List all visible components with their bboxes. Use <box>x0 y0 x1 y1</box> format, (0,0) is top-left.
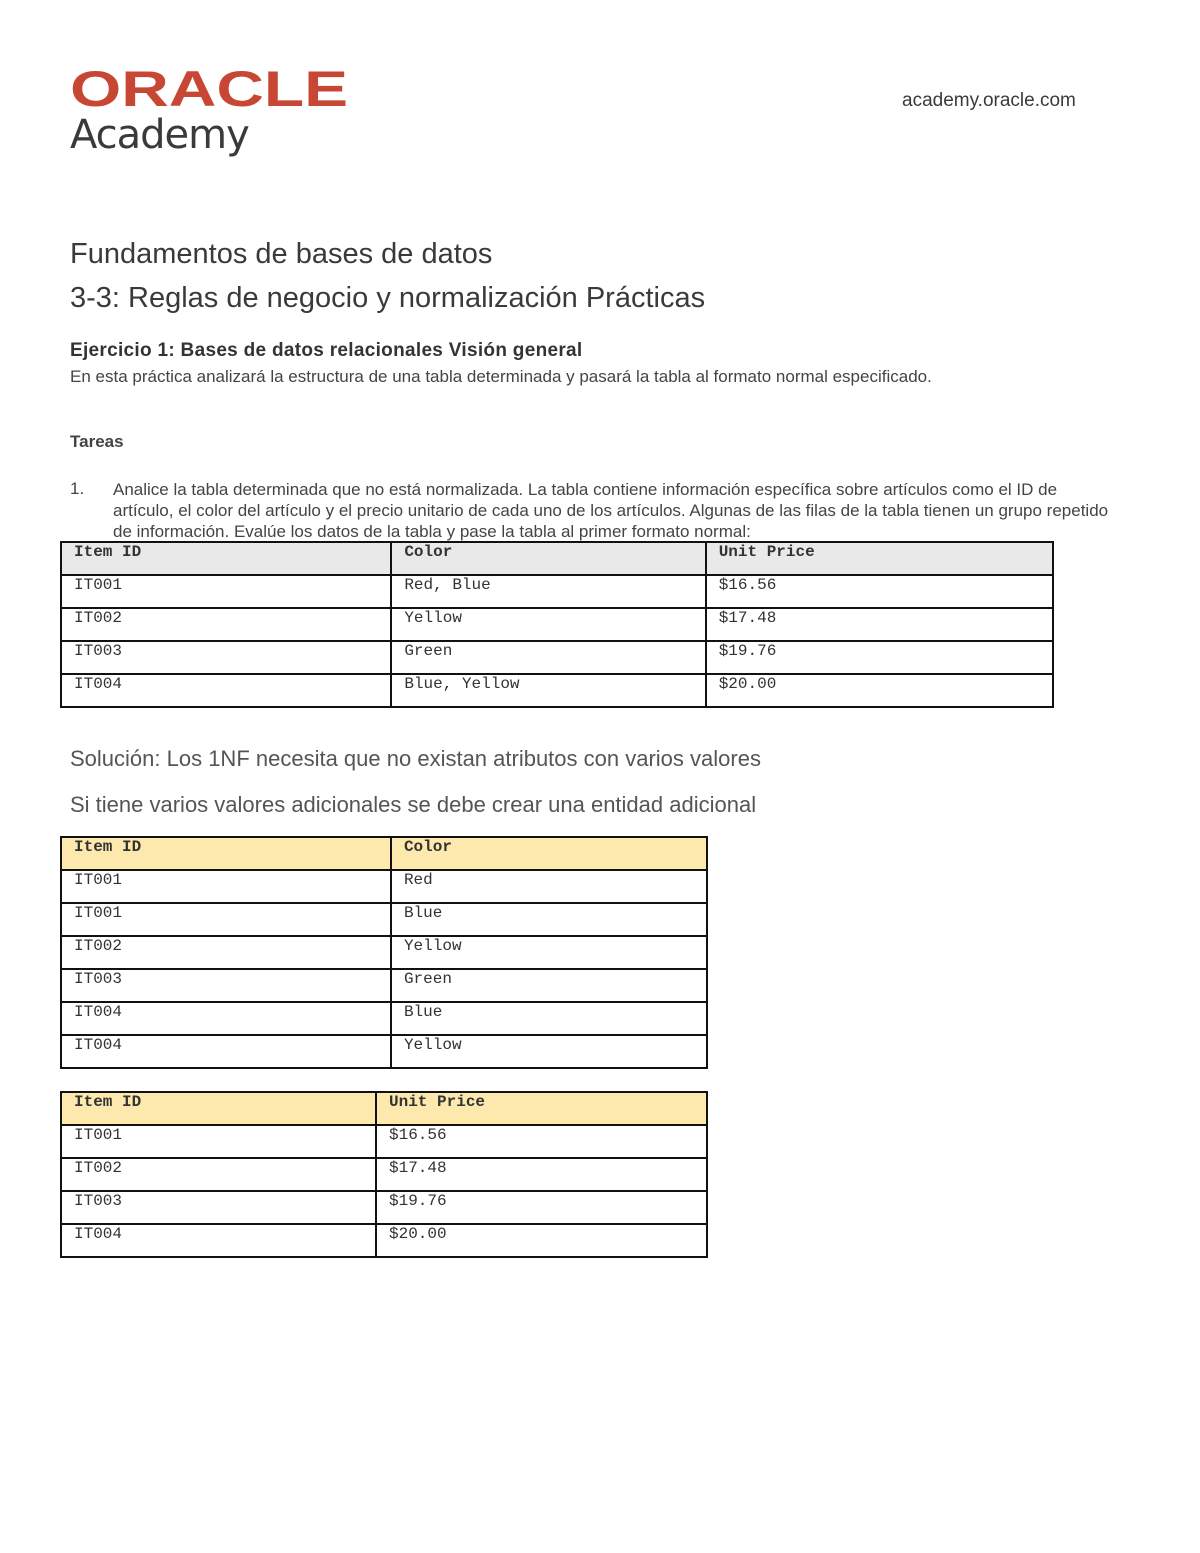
table-header-row <box>61 542 1053 575</box>
table-cell: IT004 <box>61 1035 391 1068</box>
table-row <box>61 641 1053 674</box>
table-cell: $20.00 <box>706 674 1053 707</box>
task-text: Analice la tabla determinada que no está normalizada. La tabla contiene información específica sobre artículos como el ID de artículo, el color del artículo y el precio unitario de cada uno de los artículos. Algunas de las filas de la tabla tienen un grupo repetido de información. Evalúe los datos de la tabla y pase la tabla al primer formato normal: <box>113 480 1109 541</box>
tasks-heading: Tareas <box>70 432 124 451</box>
table-cell: IT001 <box>61 575 391 608</box>
oracle-logo <box>70 66 350 110</box>
solution-line-2: Si tiene varios valores adicionales se debe crear una entidad adicional <box>70 792 757 817</box>
table-row <box>61 575 1053 608</box>
table-row <box>61 1191 707 1224</box>
table-row <box>61 1035 707 1068</box>
table-row <box>61 936 707 969</box>
table-cell: IT004 <box>61 1224 376 1257</box>
header-cell: Unit Price <box>376 1092 707 1125</box>
website-link[interactable]: academy.oracle.com <box>902 90 1076 111</box>
oracle-wordmark <box>70 66 350 110</box>
table-row <box>61 608 1053 641</box>
table-cell: Blue <box>391 903 707 936</box>
table-cell: IT002 <box>61 608 391 641</box>
table-cell: IT002 <box>61 1158 376 1191</box>
table-row <box>61 870 707 903</box>
table-cell: Yellow <box>391 1035 707 1068</box>
table-row <box>61 969 707 1002</box>
header-cell: Color <box>391 837 707 870</box>
task-number: 1. <box>70 479 85 498</box>
lesson-title: 3-3: Reglas de negocio y normalización Prácticas <box>70 282 706 314</box>
header-cell: Item ID <box>61 837 391 870</box>
solution-line-1: Solución: Los 1NF necesita que no existan atributos con varios valores <box>70 746 761 771</box>
table-cell: $17.48 <box>376 1158 707 1191</box>
course-title: Fundamentos de bases de datos <box>70 238 493 270</box>
header-cell: Item ID <box>61 1092 376 1125</box>
table-cell: Red <box>391 870 707 903</box>
item-color-table <box>60 836 708 1069</box>
table-cell: IT001 <box>61 903 391 936</box>
exercise-description: En esta práctica analizará la estructura de una tabla determinada y pasará la tabla al formato normal especificado. <box>70 367 932 386</box>
table-cell: IT003 <box>61 641 391 674</box>
table-row <box>61 674 1053 707</box>
item-price-table <box>60 1091 708 1258</box>
table-header-row <box>61 837 707 870</box>
table-cell: $16.56 <box>706 575 1053 608</box>
table-cell: Yellow <box>391 608 705 641</box>
table-header-row <box>61 1092 707 1125</box>
table-cell: $17.48 <box>706 608 1053 641</box>
exercise-title: Ejercicio 1: Bases de datos relacionales Visión general <box>70 340 583 361</box>
table-cell: IT003 <box>61 969 391 1002</box>
header-cell: Item ID <box>61 542 391 575</box>
table-cell: Green <box>391 969 707 1002</box>
unnormalized-table <box>60 541 1054 708</box>
table-cell: $20.00 <box>376 1224 707 1257</box>
header-cell: Unit Price <box>706 542 1053 575</box>
academy-subtitle: Academy <box>70 112 249 158</box>
table-cell: Green <box>391 641 705 674</box>
table-row <box>61 903 707 936</box>
table-cell: $19.76 <box>376 1191 707 1224</box>
table-cell: Yellow <box>391 936 707 969</box>
table-cell: Red, Blue <box>391 575 705 608</box>
table-cell: IT001 <box>61 1125 376 1158</box>
table-cell: IT004 <box>61 674 391 707</box>
table-cell: Blue <box>391 1002 707 1035</box>
table-cell: IT004 <box>61 1002 391 1035</box>
svg-text:ORACLE: ORACLE <box>70 66 348 110</box>
table-cell: $19.76 <box>706 641 1053 674</box>
table-cell: Blue, Yellow <box>391 674 705 707</box>
table-cell: $16.56 <box>376 1125 707 1158</box>
table-row <box>61 1002 707 1035</box>
table-row <box>61 1125 707 1158</box>
header-cell: Color <box>391 542 705 575</box>
table-cell: IT002 <box>61 936 391 969</box>
table-row <box>61 1224 707 1257</box>
table-cell: IT003 <box>61 1191 376 1224</box>
table-row <box>61 1158 707 1191</box>
table-cell: IT001 <box>61 870 391 903</box>
